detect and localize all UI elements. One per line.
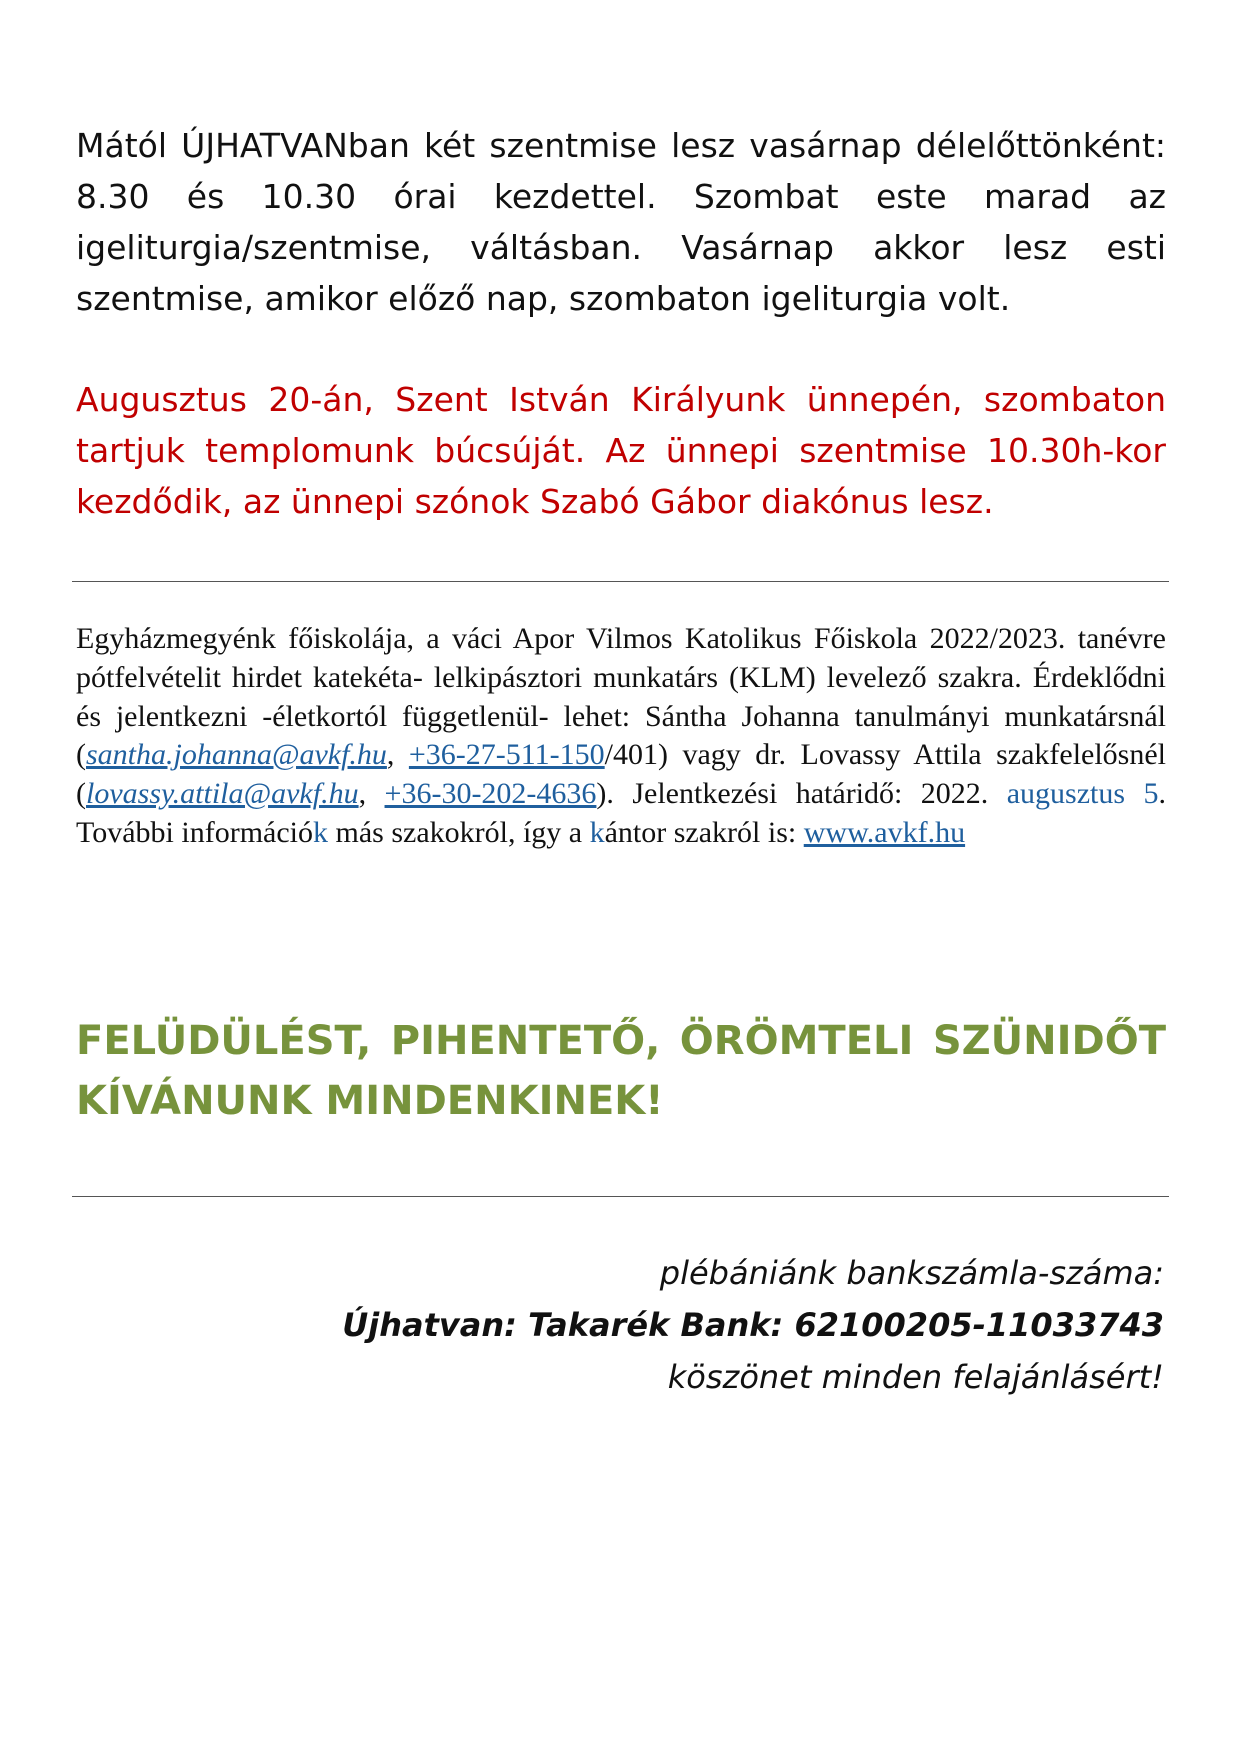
bank-account-block [264, 1247, 1164, 1403]
phone-link-santha[interactable]: +36-27-511-150 [408, 738, 605, 772]
feast-announcement-paragraph: Augusztus 20-án, Szent István Királyunk ünnepén, szombaton tartjuk templomunk búcsúját. Az ünnepi szentmise 10.30h-kor kezdődik, az ünnepi szónok Szabó Gábor diakónus lesz. [76, 380, 1166, 521]
college-notice-text: ). Jelentkezési határidő: 2022. [596, 777, 1007, 811]
email-link-santha[interactable]: santha.johanna@avkf.hu [86, 738, 387, 772]
separator: , [386, 738, 409, 772]
mass-schedule-paragraph: Mától ÚJHATVANban két szentmise lesz vasárnap délelőttönként: 8.30 és 10.30 órai kezdettel. Szombat este marad az igeliturgia/szentmise, váltásban. Vasárnap akkor lesz esti szentmise, amikor előző nap, szombaton igeliturgia volt. [76, 126, 1166, 318]
email-link-lovassy[interactable]: lovassy.attila@avkf.hu [86, 777, 359, 811]
phone-link-lovassy[interactable]: +36-30-202-4636 [384, 777, 597, 811]
college-notice-letter: k [313, 815, 328, 849]
divider [72, 581, 1169, 582]
college-notice-paragraph [76, 620, 1166, 853]
college-notice-text: más szakokról, így a [328, 815, 590, 849]
thank-you-note: köszönet minden felajánlásért! [667, 1358, 1164, 1396]
college-notice-text: . További információ [76, 777, 1166, 849]
holiday-greeting: FELÜDÜLÉST, PIHENTETŐ, ÖRÖMTELI SZÜNIDŐT KÍVÁNUNK MINDENKINEK! [76, 1018, 1166, 1124]
college-notice-letter: k [589, 815, 605, 849]
website-link[interactable]: www.avkf.hu [803, 815, 966, 849]
separator: , [358, 777, 385, 811]
deadline-date: augusztus 5 [1006, 777, 1159, 811]
bank-account-label: plébániánk bankszámla-száma: [659, 1254, 1164, 1292]
bank-account-number: Újhatvan: Takarék Bank: 62100205-11033743 [342, 1306, 1164, 1344]
divider [72, 1196, 1169, 1197]
college-notice-text: ántor szakról is: [604, 815, 804, 849]
college-notice-text: /401) vagy dr. Lovassy Attila szakfelelősnél ( [76, 738, 1167, 811]
college-notice-intro: Egyházmegyénk főiskolája, a váci Apor Vilmos Katolikus Főiskola 2022/2023. tanévre pótfelvételit hirdet katekéta- lelkipásztori munkatárs (KLM) levelező szakra. Érdeklődni és jelentkezni -életkortól függetlenül- lehet: Sántha Johanna tanulmányi munkatársnál ( [76, 622, 1166, 772]
